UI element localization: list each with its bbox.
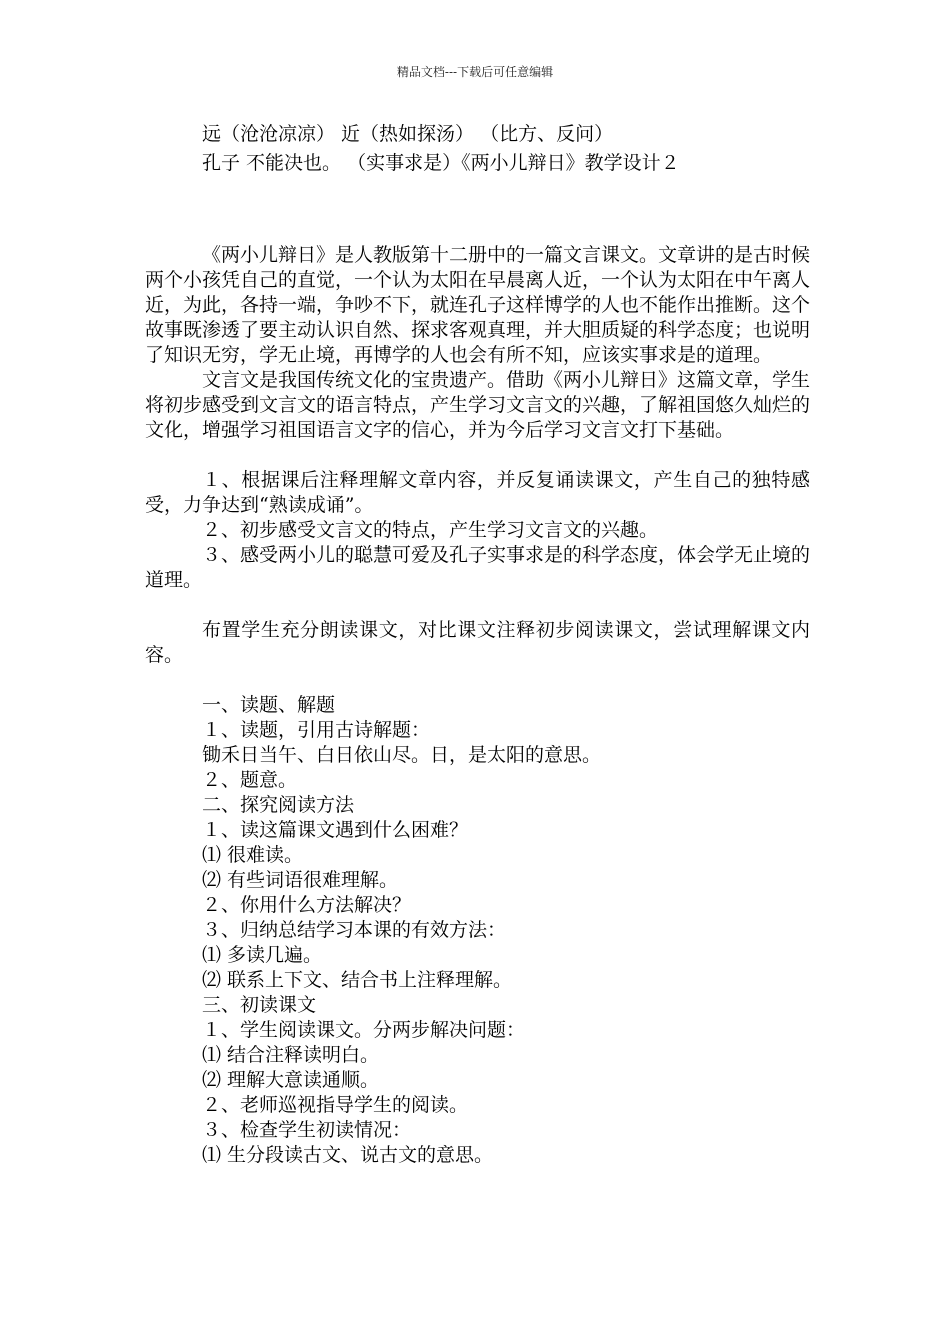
process-item: ⑵ 联系上下文、结合书上注释理解。 xyxy=(202,969,513,991)
page-header: 精品文档---下载后可任意编辑 xyxy=(396,65,554,79)
process-item: ⑵ 有些词语很难理解。 xyxy=(202,869,399,891)
process-item: ⑴ 结合注释读明白。 xyxy=(202,1044,380,1066)
process-item: 三、初读课文 xyxy=(202,994,317,1016)
document-body xyxy=(145,243,810,1168)
process-item: ⑴ 多读几遍。 xyxy=(202,944,323,966)
process-item: １、读这篇课文遇到什么困难？ xyxy=(202,819,469,841)
process-item: 二、探究阅读方法 xyxy=(202,794,355,816)
top-line-2: 孔子 不能决也。 （实事求是）《两小儿辩日》教学设计２ xyxy=(202,152,680,174)
process-item: ３、归纳总结学习本课的有效方法： xyxy=(202,919,507,941)
process-item: ⑴ 很难读。 xyxy=(202,844,304,866)
intro-paragraph: 文言文是我国传统文化的宝贵遗产。借助《两小儿辩日》这篇文章，学生将初步感受到文言文的语言特点，产生学习文言文的兴趣，了解祖国悠久灿烂的文化，增强学习祖国语言文字的信心，并为今后学习文言文打下基础。 xyxy=(145,369,811,441)
process-item: 锄禾日当午、白日依山尽。日，是太阳的意思。 xyxy=(202,744,602,766)
spacer xyxy=(145,668,810,693)
spacer xyxy=(145,443,810,468)
process-item: ３、检查学生初读情况： xyxy=(202,1119,412,1141)
intro-paragraph: 《两小儿辩日》是人教版第十二册中的一篇文言课文。文章讲的是古时候两个小孩凭自己的直觉，一个认为太阳在早晨离人近，一个认为太阳在中午离人近，为此，各持一端，争吵不下，就连孔子这样博学的人也不能作出推断。这个故事既渗透了要主动认识自然、探求客观真理，并大胆质疑的科学态度；也说明了知识无穷，学无止境，再博学的人也会有所不知，应该实事求是的道理。 xyxy=(145,244,811,366)
preparation-paragraph: 布置学生充分朗读课文，对比课文注释初步阅读课文，尝试理解课文内容。 xyxy=(145,619,810,666)
process-item: ２、老师巡视指导学生的阅读。 xyxy=(202,1094,469,1116)
process-list xyxy=(145,693,810,1168)
process-item: ⑵ 理解大意读通顺。 xyxy=(202,1069,380,1091)
process-item: 一、读题、解题 xyxy=(202,694,336,716)
top-line-1: 远（沧沧凉凉） 近（热如探汤） （比方、反问） xyxy=(202,123,614,145)
process-item: ２、你用什么方法解决？ xyxy=(202,894,412,916)
process-item: １、学生阅读课文。分两步解决问题： xyxy=(202,1019,526,1041)
goal-item: １、根据课后注释理解文章内容，并反复诵读课文，产生自己的独特感受，力争达到“熟读成诵”。 xyxy=(145,469,810,516)
process-item: ⑴ 生分段读古文、说古文的意思。 xyxy=(202,1144,494,1166)
process-item: １、读题，引用古诗解题： xyxy=(202,719,431,741)
process-item: ２、题意。 xyxy=(202,769,298,791)
goal-item: ２、初步感受文言文的特点，产生学习文言文的兴趣。 xyxy=(202,519,659,541)
spacer xyxy=(145,593,810,618)
top-lines-block xyxy=(202,120,680,178)
goal-item: ３、感受两小儿的聪慧可爱及孔子实事求是的科学态度，体会学无止境的道理。 xyxy=(145,544,811,591)
